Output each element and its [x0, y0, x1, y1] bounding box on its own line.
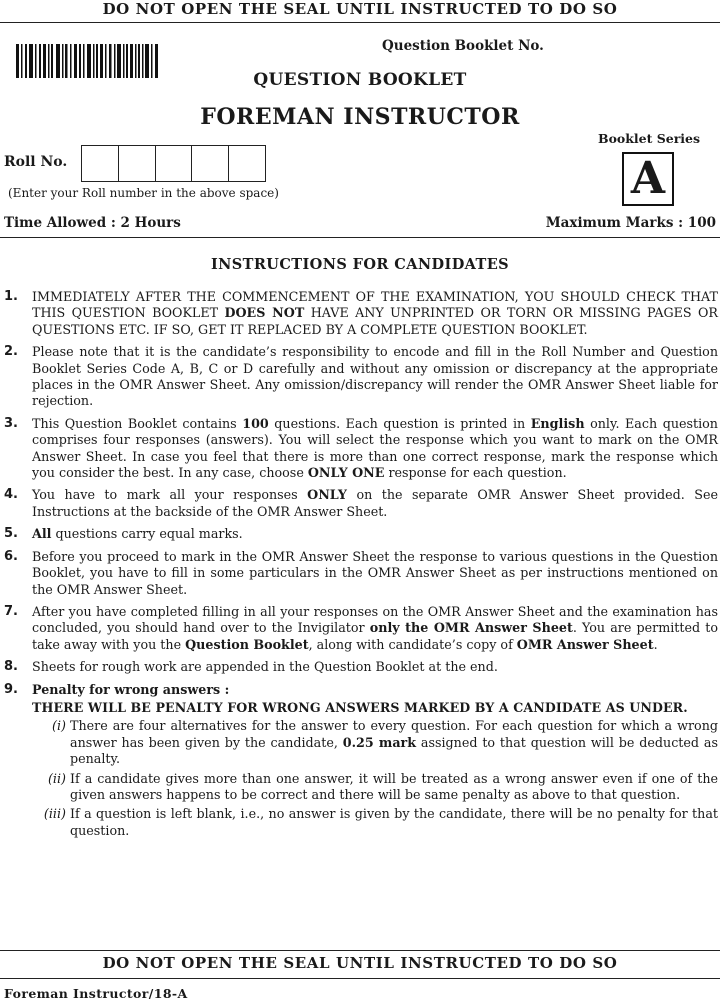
instruction-item — [4, 604, 718, 653]
roll-digit-box[interactable] — [192, 146, 229, 181]
roll-number-boxes[interactable] — [81, 145, 266, 182]
instruction-item — [4, 344, 718, 410]
time-allowed: Time Allowed : 2 Hours — [4, 215, 181, 231]
instruction-number: 9. — [4, 681, 18, 697]
instruction-item — [4, 487, 718, 520]
instruction-number: 8. — [4, 659, 18, 675]
instruction-item — [4, 659, 718, 675]
instruction-text: Sheets for rough work are appended in the Question Booklet at the end. — [32, 659, 498, 675]
instruction-item — [4, 682, 718, 698]
instruction-number: 6. — [4, 548, 18, 564]
instruction-number: 7. — [4, 603, 18, 619]
roll-digit-box[interactable] — [82, 146, 119, 181]
booklet-series-label: Booklet Series — [598, 131, 701, 146]
booklet-number-label: Question Booklet No. — [382, 38, 544, 54]
instruction-text: All questions carry equal marks. — [32, 526, 243, 542]
roll-digit-box[interactable] — [119, 146, 156, 181]
booklet-title: QUESTION BOOKLET — [253, 70, 467, 90]
roll-digit-box[interactable] — [156, 146, 193, 181]
header-divider — [0, 237, 720, 238]
maximum-marks: Maximum Marks : 100 — [545, 215, 716, 231]
instruction-number: 2. — [4, 344, 18, 360]
footer-code: Foreman Instructor/18-A — [4, 986, 188, 1001]
instruction-text — [32, 682, 718, 698]
instruction-item — [4, 416, 718, 482]
instructions-list — [4, 289, 718, 842]
bottom-seal-banner: DO NOT OPEN THE SEAL UNTIL INSTRUCTED TO DO SO — [102, 954, 618, 972]
instructions-heading: INSTRUCTIONS FOR CANDIDATES — [210, 256, 510, 273]
instruction-text: After you have completed filling in all your responses on the OMR Answer Sheet and the examination has concluded, you should hand over to the Invigilator only the OMR Answer Sheet. You are permitted to take away with you the Question Booklet, along with candidate’s copy of OMR Answer Sheet. — [32, 603, 718, 652]
bottom-divider-lower — [0, 978, 720, 979]
instruction-text: This Question Booklet contains 100 questions. Each question is printed in English only. Each question comprises four responses (answers). You will select the response which you want to mark on the OMR Answer Sheet. In case you feel that there is more than one correct response, mark the response which you consider the best. In any case, choose ONLY ONE response for each question. — [32, 415, 718, 481]
top-divider — [0, 22, 720, 23]
penalty-subitem: (iii) If a question is left blank, i.e., no answer is given by the candidate, there will be no penalty for that question. — [43, 806, 718, 838]
instruction-text: IMMEDIATELY AFTER THE COMMENCEMENT OF THE EXAMINATION, YOU SHOULD CHECK THAT THIS QUESTION BOOKLET DOES NOT HAVE ANY UNPRINTED OR TORN OR MISSING PAGES OR QUESTIONS ETC. IF SO, GET IT REPLACED BY A COMPLETE QUESTION BOOKLET. — [32, 289, 718, 337]
bottom-divider — [0, 950, 720, 951]
instruction-text: Please note that it is the candidate’s responsibility to encode and fill in the Roll Number and Question Booklet Series Code A, B, C or D carefully and without any omission or discrepancy at the appropriate places in the OMR Answer Sheet. Any omission/discrepancy will render the OMR Answer Sheet liable for rejection. — [32, 344, 718, 409]
penalty-heading: Penalty for wrong answers : — [32, 681, 230, 697]
top-seal-banner: DO NOT OPEN THE SEAL UNTIL INSTRUCTED TO DO SO — [102, 0, 618, 18]
instruction-item — [4, 289, 718, 338]
penalty-subitem: (i) There are four alternatives for the answer to every question. For each question for which a wrong answer has been given by the candidate, 0.25 mark assigned to that question will be deducted as penalty. — [52, 718, 718, 767]
booklet-series-box — [622, 152, 674, 206]
instruction-text: You have to mark all your responses ONLY on the separate OMR Answer Sheet provided. See Instructions at the backside of the OMR Answer Sheet. — [32, 487, 718, 519]
instruction-item — [4, 549, 718, 598]
instruction-text: Before you proceed to mark in the OMR Answer Sheet the response to various questions in the Question Booklet, you have to fill in some particulars in the OMR Answer Sheet as per instructions mentioned on the OMR Answer Sheet. — [32, 548, 718, 597]
roll-digit-box[interactable] — [229, 146, 265, 181]
penalty-caps-note: THERE WILL BE PENALTY FOR WRONG ANSWERS MARKED BY A CANDIDATE AS UNDER. — [32, 699, 688, 715]
exam-title: FOREMAN INSTRUCTOR — [200, 104, 520, 130]
roll-no-label: Roll No. — [4, 154, 68, 170]
instruction-number: 5. — [4, 526, 18, 542]
instruction-number: 3. — [4, 415, 18, 431]
penalty-subitem: (ii) If a candidate gives more than one answer, it will be treated as a wrong answer even if one of the given answers happens to be correct and there will be same penalty as above to that question. — [47, 770, 718, 802]
roll-no-hint: (Enter your Roll number in the above space) — [8, 186, 279, 200]
instruction-item — [4, 526, 718, 542]
instruction-number: 1. — [4, 289, 18, 304]
instruction-number: 4. — [4, 487, 18, 503]
booklet-series-value: A — [630, 153, 666, 204]
